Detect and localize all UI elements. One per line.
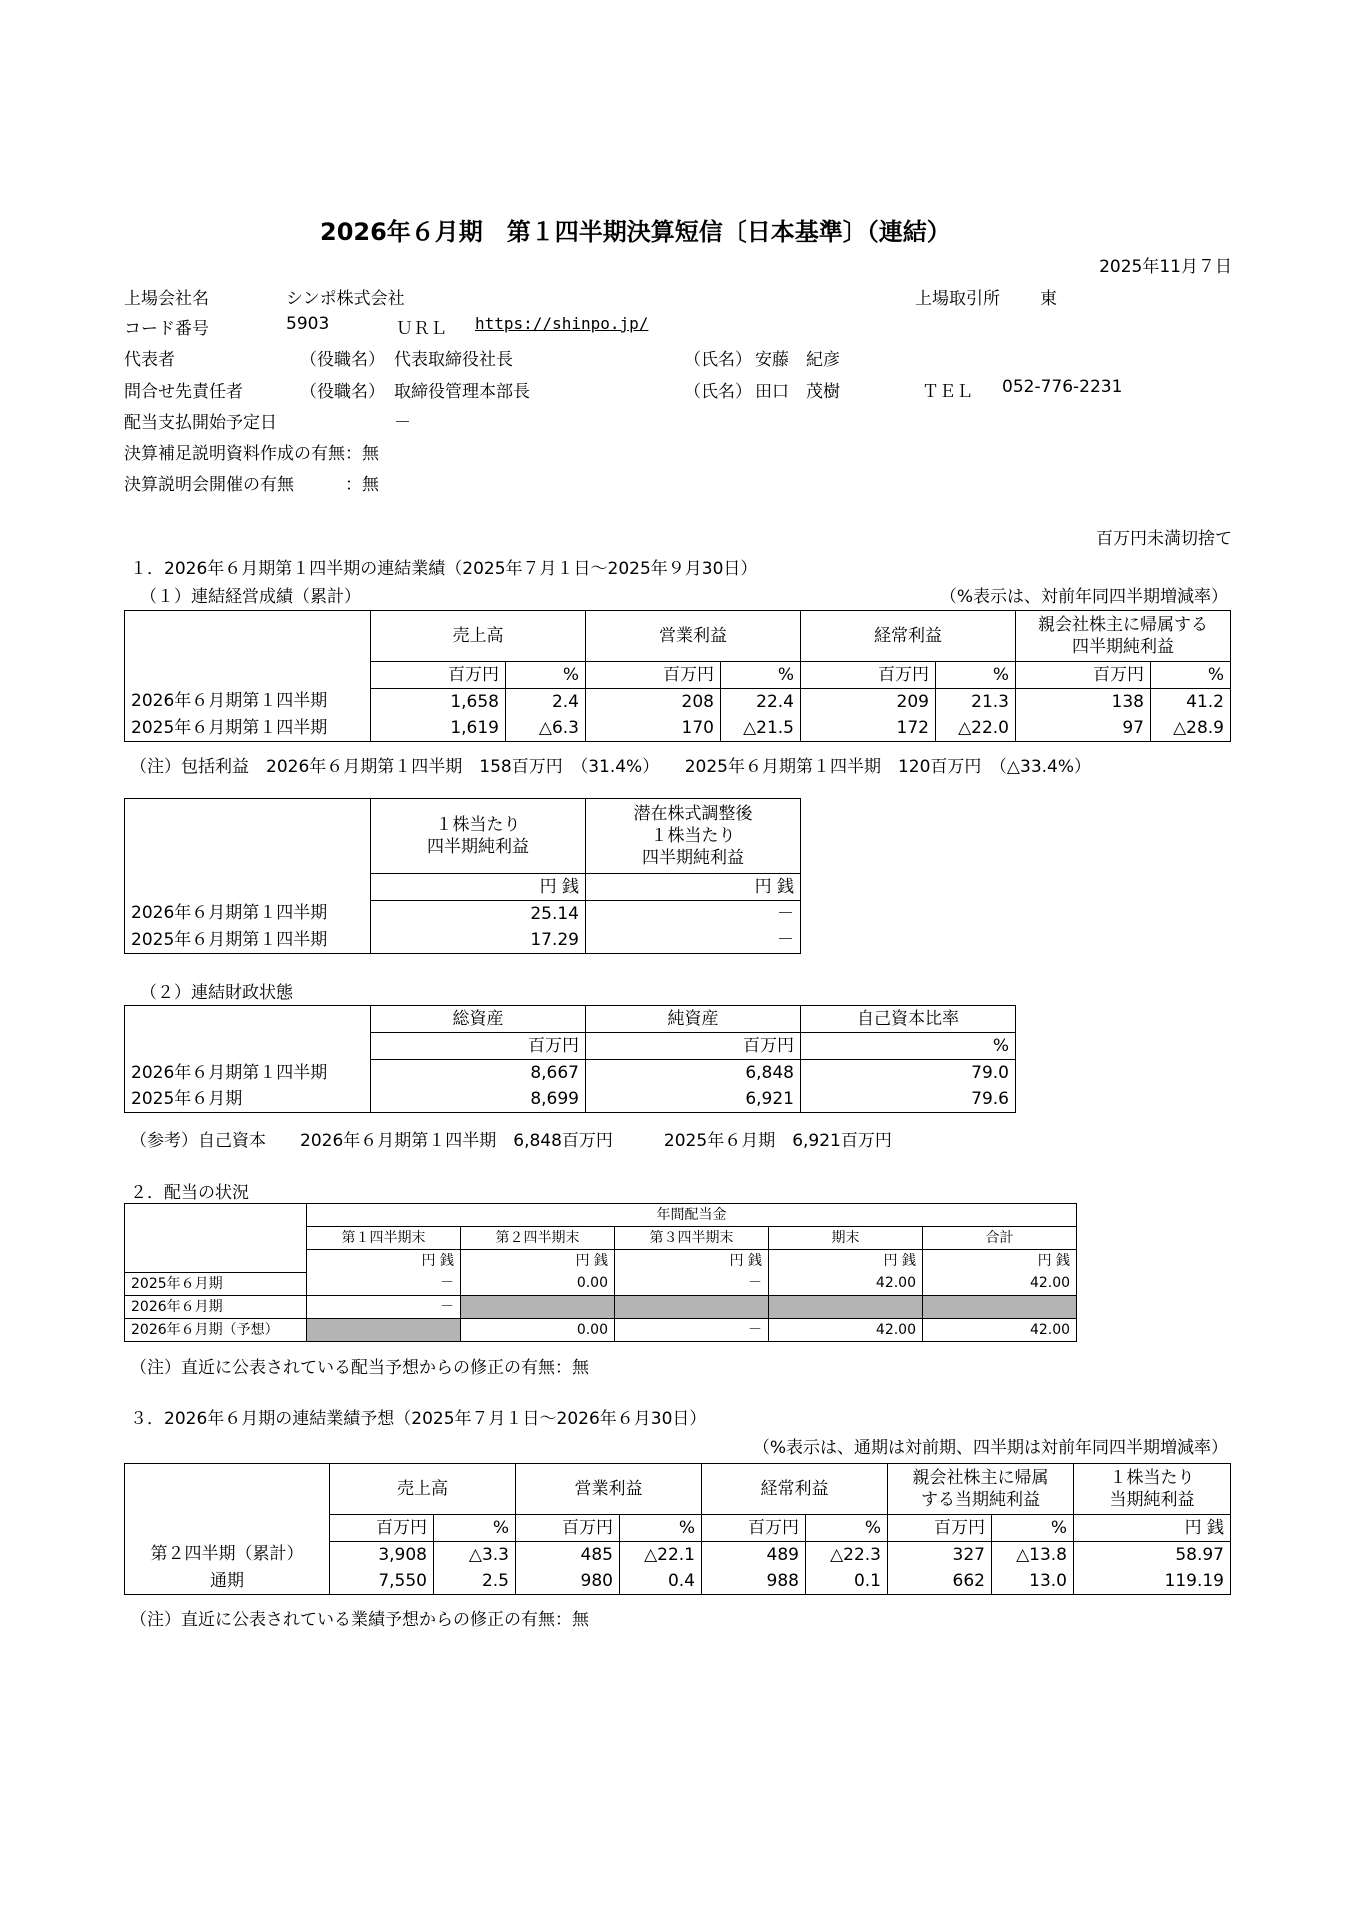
header-equity-ratio: 自己資本比率	[801, 1006, 1016, 1033]
exchange-label: 上場取引所	[915, 289, 1000, 309]
table-cell	[125, 1514, 330, 1541]
table-cell: 21.3	[936, 688, 1016, 715]
header-ordinary-profit: 経常利益	[801, 611, 1016, 662]
table-cell: %	[1151, 661, 1231, 688]
header-operating-profit: 営業利益	[586, 611, 801, 662]
table-cell: %	[801, 1033, 1016, 1060]
contact-name-label: （氏名）	[684, 382, 752, 402]
table-cell: 0.00	[461, 1318, 615, 1341]
table-cell: 2026年６月期第１四半期	[125, 688, 371, 715]
table-cell: 百万円	[1016, 661, 1151, 688]
table-cell: 百万円	[888, 1514, 992, 1541]
table-cell: 0.4	[620, 1568, 702, 1595]
rep-name: 安藤 紀彦	[755, 350, 840, 370]
table-cell: △21.5	[721, 715, 801, 742]
table-cell: 988	[702, 1568, 806, 1595]
code-value: 5903	[286, 314, 330, 334]
table-cell: 円 銭	[307, 1250, 461, 1273]
table-cell: 第２四半期（累計）	[125, 1541, 330, 1568]
table-cell: 合計	[923, 1227, 1077, 1250]
rep-name-label: （氏名）	[684, 350, 752, 370]
table-cell: %	[992, 1514, 1074, 1541]
table-cell: 42.00	[769, 1318, 923, 1341]
rep-role: 代表取締役社長	[394, 350, 513, 370]
table-cell: 百万円	[586, 1033, 801, 1060]
table-cell: 980	[516, 1568, 620, 1595]
table-cell: %	[936, 661, 1016, 688]
table-cell: △28.9	[1151, 715, 1231, 742]
table-cell: 2026年６月期	[125, 1295, 307, 1318]
table-cell: 0.1	[806, 1568, 888, 1595]
financial-position-table	[124, 1005, 1016, 1113]
table-cell: 79.6	[801, 1086, 1016, 1113]
table-cell	[125, 1227, 307, 1250]
table-cell: 2025年６月期	[125, 1272, 307, 1295]
table-cell	[125, 873, 371, 900]
rep-role-label: （役職名）	[300, 350, 385, 370]
table-cell: 1,658	[371, 688, 506, 715]
contact-role: 取締役管理本部長	[394, 382, 530, 402]
section1-pct-note: （%表示は、対前年同四半期増減率）	[939, 587, 1228, 607]
table-row	[125, 900, 801, 927]
operating-results-table	[124, 610, 1231, 742]
table-cell	[461, 1295, 615, 1318]
forecast-header-net-profit: 親会社株主に帰属 する当期純利益	[888, 1464, 1074, 1515]
header-sales: 売上高	[371, 611, 586, 662]
table-cell	[125, 1250, 307, 1273]
table-cell: －	[586, 927, 801, 954]
table-cell: 8,699	[371, 1086, 586, 1113]
table-cell: 170	[586, 715, 721, 742]
table-cell: △22.1	[620, 1541, 702, 1568]
table-cell: －	[615, 1318, 769, 1341]
table-cell: 172	[801, 715, 936, 742]
url-label: ＵＲＬ	[396, 319, 447, 339]
table-cell	[125, 611, 371, 662]
table-cell: %	[721, 661, 801, 688]
table-cell	[125, 1464, 330, 1515]
table-cell: 第１四半期末	[307, 1227, 461, 1250]
tel-value: 052-776-2231	[1002, 377, 1123, 397]
page-title: 2026年６月期 第１四半期決算短信〔日本基準〕（連結）	[320, 218, 951, 246]
table-cell: －	[615, 1272, 769, 1295]
section3-heading: ３．2026年６月期の連結業績予想（2025年７月１日～2026年６月30日）	[130, 1409, 707, 1429]
table-cell: 通期	[125, 1568, 330, 1595]
table-cell: 13.0	[992, 1568, 1074, 1595]
table-cell: 7,550	[330, 1568, 434, 1595]
unit-note: 百万円未満切捨て	[1096, 529, 1232, 549]
table-cell: －	[586, 900, 801, 927]
section2-heading: ２．配当の状況	[130, 1183, 249, 1203]
dividend-revision-note: （注）直近に公表されている配当予想からの修正の有無：無	[130, 1358, 589, 1378]
table-cell: 円 銭	[461, 1250, 615, 1273]
table-cell: 円 銭	[769, 1250, 923, 1273]
header-net-profit: 親会社株主に帰属する 四半期純利益	[1016, 611, 1231, 662]
table-cell: 円 銭	[586, 873, 801, 900]
table-cell: 2026年６月期第１四半期	[125, 900, 371, 927]
table-row	[125, 1541, 1231, 1568]
table-cell: －	[307, 1295, 461, 1318]
table-cell: 17.29	[371, 927, 586, 954]
table-cell: 2025年６月期	[125, 1086, 371, 1113]
table-cell: 2026年６月期（予想）	[125, 1318, 307, 1341]
table-cell: 百万円	[371, 1033, 586, 1060]
forecast-revision-note: （注）直近に公表されている業績予想からの修正の有無：無	[130, 1610, 589, 1630]
table-row	[125, 688, 1231, 715]
table-cell: 円 銭	[923, 1250, 1077, 1273]
report-date: 2025年11月７日	[1099, 257, 1232, 277]
table-cell: 2026年６月期第１四半期	[125, 1060, 371, 1087]
table-cell	[125, 799, 371, 874]
table-cell: 円 銭	[615, 1250, 769, 1273]
forecast-header-sales: 売上高	[330, 1464, 516, 1515]
table-cell: 2.4	[506, 688, 586, 715]
table-cell	[125, 661, 371, 688]
table-cell: 97	[1016, 715, 1151, 742]
table-cell: 百万円	[586, 661, 721, 688]
table-row	[125, 715, 1231, 742]
dividend-table	[124, 1203, 1077, 1342]
table-cell: △3.3	[434, 1541, 516, 1568]
tel-label: ＴＥＬ	[922, 382, 973, 402]
table-cell: 25.14	[371, 900, 586, 927]
section1-sub2: （２）連結財政状態	[140, 983, 293, 1003]
table-row	[125, 1060, 1016, 1087]
company-url-link[interactable]: https://shinpo.jp/	[475, 314, 649, 333]
table-cell: 2025年６月期第１四半期	[125, 927, 371, 954]
equity-reference-note: （参考）自己資本 2026年６月期第１四半期 6,848百万円 2025年６月期 6,921百万円	[130, 1131, 892, 1151]
table-cell: 209	[801, 688, 936, 715]
table-cell: %	[434, 1514, 516, 1541]
section1-sub1: （１）連結経営成績（累計）	[140, 587, 361, 607]
table-cell: 円 銭	[371, 873, 586, 900]
header-diluted-eps: 潜在株式調整後 １株当たり 四半期純利益	[586, 799, 801, 874]
table-row	[125, 927, 801, 954]
comprehensive-income-note: （注）包括利益 2026年６月期第１四半期 158百万円 （31.4%） 2025年６月期第１四半期 120百万円 （△33.4%）	[130, 757, 1092, 777]
forecast-header-eps: １株当たり 当期純利益	[1074, 1464, 1231, 1515]
table-cell: －	[307, 1272, 461, 1295]
table-cell	[125, 1033, 371, 1060]
table-cell: %	[620, 1514, 702, 1541]
table-cell: 3,908	[330, 1541, 434, 1568]
table-cell: 百万円	[702, 1514, 806, 1541]
dividend-date-label: 配当支払開始予定日	[124, 413, 277, 433]
table-cell: 41.2	[1151, 688, 1231, 715]
table-cell: 138	[1016, 688, 1151, 715]
eps-table	[124, 798, 801, 954]
table-cell	[615, 1295, 769, 1318]
table-row	[125, 1086, 1016, 1113]
table-cell: 119.19	[1074, 1568, 1231, 1595]
table-cell: 6,848	[586, 1060, 801, 1087]
section1-heading: １．2026年６月期第１四半期の連結業績（2025年７月１日～2025年９月30日）	[130, 559, 758, 579]
header-eps: １株当たり 四半期純利益	[371, 799, 586, 874]
table-row	[125, 1295, 1077, 1318]
forecast-table	[124, 1463, 1231, 1595]
table-cell: 第２四半期末	[461, 1227, 615, 1250]
table-cell: 0.00	[461, 1272, 615, 1295]
table-cell: 58.97	[1074, 1541, 1231, 1568]
table-cell	[307, 1318, 461, 1341]
contact-name: 田口 茂樹	[755, 382, 840, 402]
contact-role-label: （役職名）	[300, 382, 385, 402]
table-cell: 百万円	[330, 1514, 434, 1541]
table-cell: △22.0	[936, 715, 1016, 742]
table-cell: 百万円	[516, 1514, 620, 1541]
table-cell: △22.3	[806, 1541, 888, 1568]
table-cell: 百万円	[801, 661, 936, 688]
table-cell: 42.00	[923, 1272, 1077, 1295]
table-cell: %	[806, 1514, 888, 1541]
header-annual-dividend: 年間配当金	[307, 1204, 1077, 1227]
representative-label: 代表者	[124, 350, 175, 370]
table-cell: 22.4	[721, 688, 801, 715]
table-row	[125, 1272, 1077, 1295]
header-net-assets: 純資産	[586, 1006, 801, 1033]
table-cell: △13.8	[992, 1541, 1074, 1568]
table-cell: 42.00	[923, 1318, 1077, 1341]
table-cell: 208	[586, 688, 721, 715]
table-cell: 42.00	[769, 1272, 923, 1295]
forecast-header-operating-profit: 営業利益	[516, 1464, 702, 1515]
table-cell	[769, 1295, 923, 1318]
table-cell: 2.5	[434, 1568, 516, 1595]
table-cell: 第３四半期末	[615, 1227, 769, 1250]
table-cell: 2025年６月期第１四半期	[125, 715, 371, 742]
table-cell: %	[506, 661, 586, 688]
table-cell	[923, 1295, 1077, 1318]
company-name: シンポ株式会社	[286, 289, 405, 309]
company-name-label: 上場会社名	[124, 289, 209, 309]
table-cell	[125, 1204, 307, 1227]
exchange-value: 東	[1040, 289, 1057, 309]
table-cell: 485	[516, 1541, 620, 1568]
table-cell: 6,921	[586, 1086, 801, 1113]
briefing-session: 決算説明会開催の有無 ：無	[124, 475, 379, 495]
table-cell: 327	[888, 1541, 992, 1568]
dividend-date: －	[394, 413, 411, 433]
table-row	[125, 1568, 1231, 1595]
table-cell: 79.0	[801, 1060, 1016, 1087]
table-cell: △6.3	[506, 715, 586, 742]
header-total-assets: 総資産	[371, 1006, 586, 1033]
forecast-header-ordinary-profit: 経常利益	[702, 1464, 888, 1515]
table-cell: 1,619	[371, 715, 506, 742]
table-cell: 百万円	[371, 661, 506, 688]
code-label: コード番号	[124, 319, 209, 339]
table-row	[125, 1318, 1077, 1341]
table-cell: 489	[702, 1541, 806, 1568]
table-cell: 662	[888, 1568, 992, 1595]
contact-label: 問合せ先責任者	[124, 382, 243, 402]
table-cell: 円 銭	[1074, 1514, 1231, 1541]
table-cell: 期末	[769, 1227, 923, 1250]
table-cell	[125, 1006, 371, 1033]
section3-pct-note: （%表示は、通期は対前期、四半期は対前年同四半期増減率）	[752, 1438, 1228, 1458]
supplementary-material: 決算補足説明資料作成の有無：無	[124, 444, 379, 464]
table-cell: 8,667	[371, 1060, 586, 1087]
